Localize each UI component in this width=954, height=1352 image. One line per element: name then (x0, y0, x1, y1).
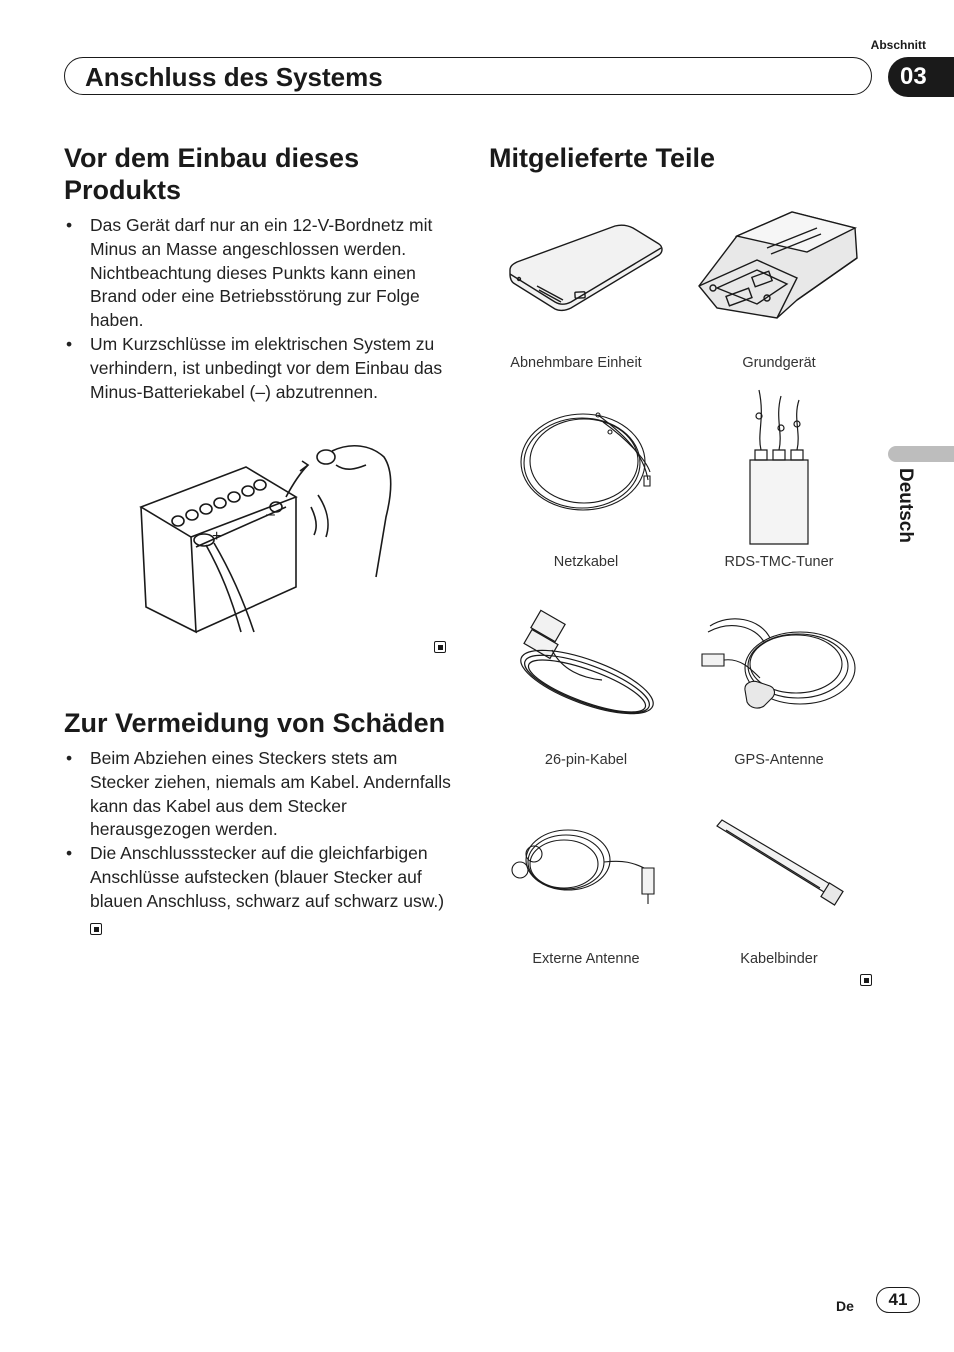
list-item: • Beim Abziehen eines Steckers stets am Stecker ziehen, niemals am Kabel. Andernfalls kann das Kabel aus dem Stecker herausgezogen werden. (64, 747, 456, 842)
list-item: • Das Gerät darf nur an ein 12-V-Bordnetz mit Minus an Masse angeschlossen werden. Nichtbeachtung dieses Punkts kann einen Brand oder eine Betriebsstörung zur Folge haben. (64, 214, 456, 333)
external-antenna-illustration (508, 826, 663, 906)
caption-external-antenna: Externe Antenne (532, 951, 640, 967)
list-item (64, 842, 456, 937)
gps-antenna-illustration (700, 608, 860, 720)
end-of-section-icon (90, 923, 102, 935)
chapter-header-bar (64, 57, 872, 95)
rds-tmc-tuner-illustration (745, 388, 815, 548)
heading-avoid-damage: Zur Vermeidung von Schäden (64, 708, 446, 738)
page-number: 41 (876, 1287, 920, 1313)
end-of-section-icon (434, 641, 446, 653)
heading-before-install: Vor dem Einbau dieses Produkts (64, 143, 360, 205)
caption-cable-tie: Kabelbinder (740, 951, 818, 967)
chapter-number-badge: 03 (888, 57, 954, 97)
26-pin-cable-illustration (512, 610, 662, 720)
caption-26-pin-cable: 26-pin-Kabel (544, 752, 628, 768)
heading-supplied-parts: Mitgelieferte Teile (489, 143, 716, 173)
chapter-title: Anschluss des Systems (85, 62, 383, 92)
svg-text:+: + (212, 528, 222, 545)
end-of-section-icon (860, 974, 872, 986)
list-item: • Um Kurzschlüsse im elektrischen System zu verhindern, ist unbedingt vor dem Einbau das Minus-Batteriekabel (–) abzutrennen. (64, 333, 456, 404)
main-unit-illustration (697, 208, 862, 326)
power-cable-illustration (518, 410, 658, 520)
detachable-unit-illustration (505, 222, 665, 322)
list-item-text: Die Anschlussstecker auf die gleichfarbigen Anschlüsse aufstecken (blauer Stecker auf blauen Anschluss, schwarz auf schwarz usw.) (90, 843, 445, 911)
caption-gps-antenna: GPS-Antenne (734, 752, 824, 768)
cable-tie-illustration (712, 822, 847, 914)
language-tab (888, 446, 954, 462)
battery-illustration (136, 437, 426, 637)
svg-text:–: – (266, 506, 275, 523)
footer-language-code: De (836, 1298, 854, 1314)
caption-main-unit: Grundgerät (742, 355, 816, 371)
bullet-list-avoid-damage (64, 747, 456, 937)
caption-rds-tmc-tuner: RDS-TMC-Tuner (724, 554, 834, 570)
bullet-list-before-install (64, 214, 456, 404)
section-label: Abschnitt (870, 38, 926, 52)
caption-power-cable: Netzkabel (553, 554, 619, 570)
caption-detachable-unit: Abnehmbare Einheit (510, 355, 642, 371)
language-tab-label: Deutsch (895, 468, 916, 543)
